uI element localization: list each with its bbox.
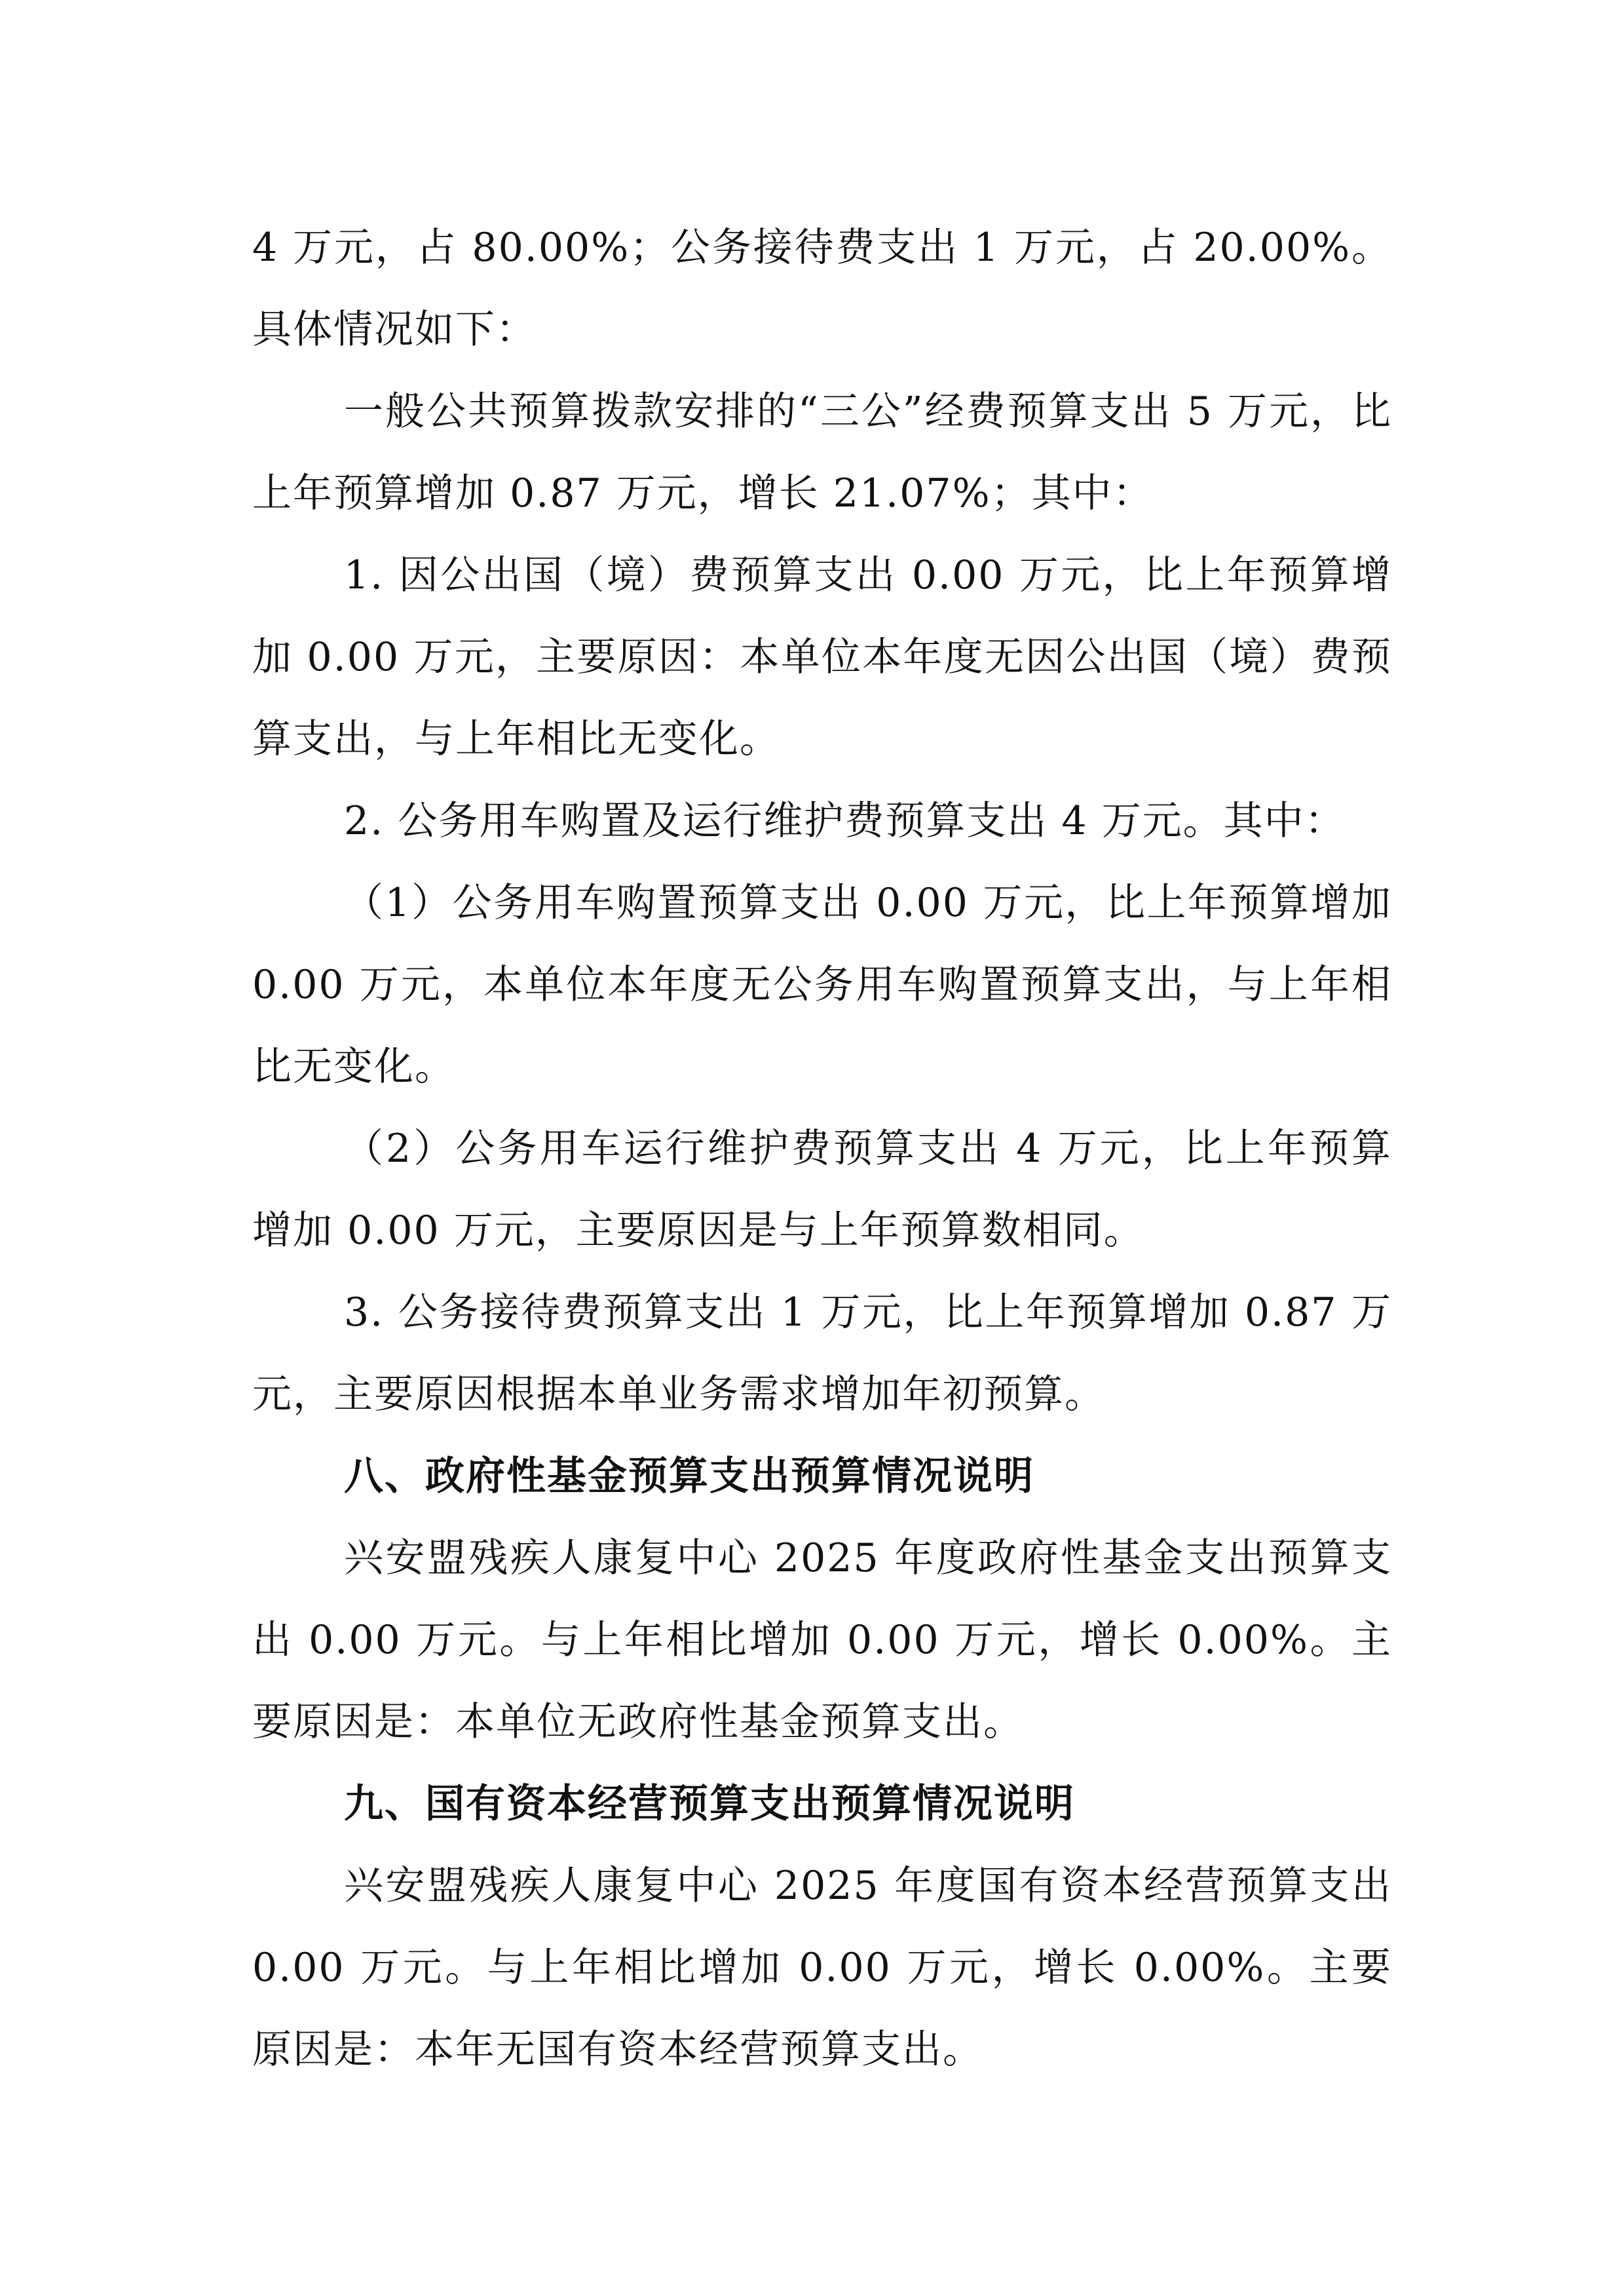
section-heading-state-capital: 九、国有资本经营预算支出预算情况说明 <box>344 1781 1075 1827</box>
paragraph-continuation: 4 万元，占 80.00%；公务接待费支出 1 万元，占 20.00%。具体情况如下： <box>252 225 1392 353</box>
section-heading-government-fund: 八、政府性基金预算支出预算情况说明 <box>344 1453 1034 1499</box>
paragraph-three-public-summary: 一般公共预算拨款安排的“三公”经费预算支出 5 万元，比上年预算增加 0.87 万元，增长 21.07%；其中： <box>252 389 1392 516</box>
paragraph-vehicle-total: 2. 公务用车购置及运行维护费预算支出 4 万元。其中： <box>344 798 1346 844</box>
document-body <box>252 207 1392 2091</box>
paragraph-government-fund: 兴安盟残疾人康复中心 2025 年度政府性基金支出预算支出 0.00 万元。与上年相比增加 0.00 万元，增长 0.00%。主要原因是：本单位无政府性基金预算支出。 <box>252 1535 1392 1745</box>
paragraph-vehicle-operation: （2）公务用车运行维护费预算支出 4 万元，比上年预算增加 0.00 万元，主要原因是与上年预算数相同。 <box>252 1126 1392 1253</box>
paragraph-vehicle-purchase: （1）公务用车购置预算支出 0.00 万元，比上年预算增加 0.00 万元，本单位本年度无公务用车购置预算支出，与上年相比无变化。 <box>252 880 1392 1090</box>
paragraph-overseas-travel: 1. 因公出国（境）费预算支出 0.00 万元，比上年预算增加 0.00 万元，主要原因：本单位本年度无因公出国（境）费预算支出，与上年相比无变化。 <box>252 552 1392 762</box>
paragraph-state-capital: 兴安盟残疾人康复中心 2025 年度国有资本经营预算支出 0.00 万元。与上年相比增加 0.00 万元，增长 0.00%。主要原因是：本年无国有资本经营预算支出。 <box>252 1863 1392 2073</box>
paragraph-reception: 3. 公务接待费预算支出 1 万元，比上年预算增加 0.87 万元，主要原因根据本单业务需求增加年初预算。 <box>252 1290 1392 1417</box>
